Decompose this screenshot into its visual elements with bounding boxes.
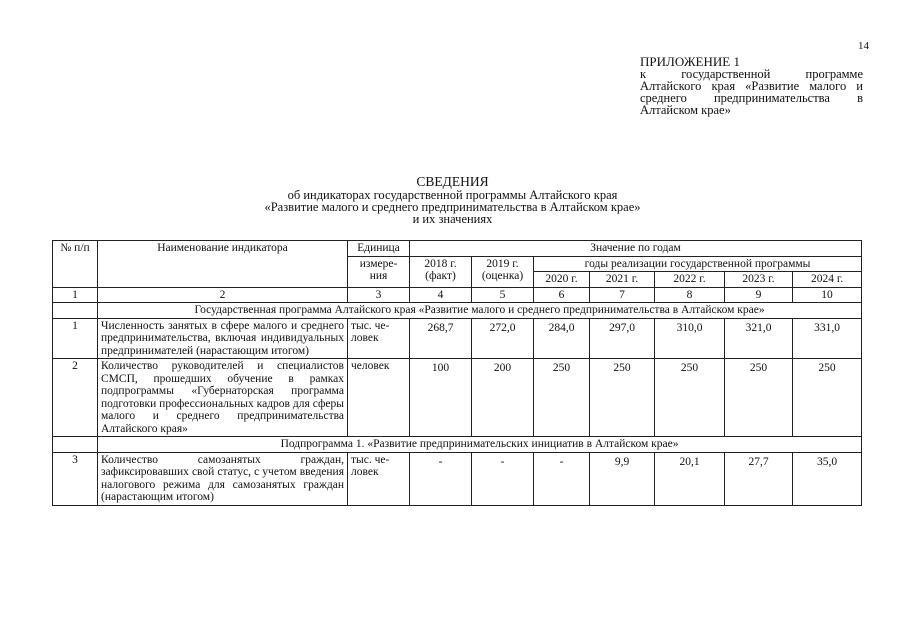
section-row-program (53, 303, 862, 319)
table-row (53, 318, 862, 359)
row-number: 1 (53, 318, 98, 359)
value-2019: 272,0 (472, 318, 534, 359)
header-unit-2: измере-ния (348, 256, 410, 287)
column-number: 1 (53, 287, 98, 303)
header-unit-1: Единица (348, 241, 410, 257)
value-2021: 297,0 (590, 318, 655, 359)
title-line-1: СВЕДЕНИЯ (416, 174, 489, 189)
document-title (190, 175, 715, 225)
value-2018: - (410, 452, 472, 505)
appendix-heading: ПРИЛОЖЕНИЕ 1 (640, 54, 740, 69)
value-2020: - (534, 452, 590, 505)
value-2020: 250 (534, 359, 590, 437)
header-row-1 (53, 241, 862, 257)
table-row (53, 452, 862, 505)
value-2023: 27,7 (725, 452, 793, 505)
indicator-name: Количество руководителей и специалистов СМСП, прошедших обучение в рамках подпрограммы «Губернаторская программа подготовки профессиональных кадров для сферы малого и среднего предпринимательства Алтайского края» (98, 359, 348, 437)
page-number: 14 (858, 40, 869, 52)
value-2019: - (472, 452, 534, 505)
value-2021: 9,9 (590, 452, 655, 505)
column-number: 4 (410, 287, 472, 303)
column-number-row (53, 287, 862, 303)
section-program-title: Государственная программа Алтайского края «Развитие малого и среднего предпринимательства в Алтайском крае» (98, 303, 862, 319)
section-empty-cell (53, 437, 98, 453)
section-empty-cell (53, 303, 98, 319)
appendix-block (640, 56, 863, 116)
value-2024: 35,0 (793, 452, 862, 505)
section-subprogram-1-title: Подпрограмма 1. «Развитие предпринимательских инициатив в Алтайском крае» (98, 437, 862, 453)
value-2020: 284,0 (534, 318, 590, 359)
header-year-2024: 2024 г. (793, 272, 862, 288)
value-2024: 331,0 (793, 318, 862, 359)
value-2022: 310,0 (655, 318, 725, 359)
header-year-2023: 2023 г. (725, 272, 793, 288)
indicator-unit: тыс. че-ловек (348, 452, 410, 505)
value-2022: 20,1 (655, 452, 725, 505)
indicator-unit: тыс. че-ловек (348, 318, 410, 359)
value-2023: 321,0 (725, 318, 793, 359)
value-2021: 250 (590, 359, 655, 437)
column-number: 6 (534, 287, 590, 303)
value-2019: 200 (472, 359, 534, 437)
column-number: 5 (472, 287, 534, 303)
header-year-2020: 2020 г. (534, 272, 590, 288)
value-2024: 250 (793, 359, 862, 437)
column-number: 8 (655, 287, 725, 303)
table-row (53, 359, 862, 437)
header-values-by-year: Значение по годам (410, 241, 862, 257)
section-row-subprogram-1 (53, 437, 862, 453)
value-2018: 100 (410, 359, 472, 437)
appendix-text: к государственной программе Алтайского края «Развитие малого и среднего предпринимательства в Алтайском крае» (640, 67, 863, 117)
column-number: 3 (348, 287, 410, 303)
value-2023: 250 (725, 359, 793, 437)
column-number: 2 (98, 287, 348, 303)
header-num: № п/п (53, 241, 98, 288)
column-number: 10 (793, 287, 862, 303)
title-line-4: и их значениях (412, 212, 493, 226)
title-line-3: «Развитие малого и среднего предпринимательства в Алтайском крае» (264, 200, 641, 214)
header-year-2018: 2018 г. (факт) (410, 256, 472, 287)
column-number: 7 (590, 287, 655, 303)
indicator-name: Количество самозанятых граждан, зафиксировавших свой статус, с учетом введения налогового режима для самозанятых граждан (нарастающим итогом) (98, 452, 348, 505)
row-number: 3 (53, 452, 98, 505)
value-2018: 268,7 (410, 318, 472, 359)
title-line-2: об индикаторах государственной программы Алтайского края (287, 188, 618, 202)
header-name: Наименование индикатора (98, 241, 348, 288)
header-implementation-years: годы реализации государственной программы (534, 256, 862, 272)
row-number: 2 (53, 359, 98, 437)
header-year-2019: 2019 г. (оценка) (472, 256, 534, 287)
indicator-name: Численность занятых в сфере малого и среднего предпринимательства, включая индивидуальных предпринимателей (нарастающим итогом) (98, 318, 348, 359)
value-2022: 250 (655, 359, 725, 437)
indicators-table (52, 240, 862, 506)
column-number: 9 (725, 287, 793, 303)
header-year-2021: 2021 г. (590, 272, 655, 288)
indicator-unit: человек (348, 359, 410, 437)
header-year-2022: 2022 г. (655, 272, 725, 288)
